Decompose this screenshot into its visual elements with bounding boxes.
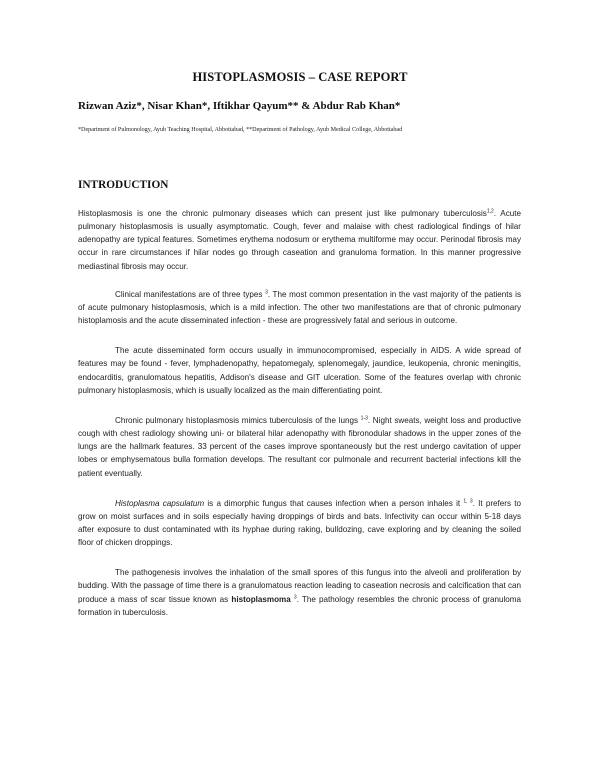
- citation-superscript: 1,2: [486, 208, 494, 215]
- citation-superscript: 3: [265, 289, 268, 296]
- paragraph-text: is a dimorphic fungus that causes infection when a person inhales it: [204, 498, 461, 508]
- paragraph-text: . Acute pulmonary histoplasmosis is usually asymptomatic. Cough, fever and malaise with chest radiological findings of hilar adenopathy are typical features. Sometimes erythema nodosum or erythema multiforme may occur. Perinodal fibrosis may occur in rare circumstances if hilar nodes go through caseation and granuloma formation. In this manner progressive mediastinal fibrosis may occur.: [78, 209, 521, 271]
- paragraph-text: Clinical manifestations are of three types: [115, 289, 263, 299]
- section-heading-introduction: INTRODUCTION: [78, 179, 169, 191]
- paragraph-text: . The pathology resembles the chronic process of granuloma formation in tuberculosis.: [78, 594, 522, 617]
- author-affiliations: *Department of Pulmonology, Ayub Teaching Hospital, Abbottabad, **Department of Pathology, Ayub Medical College, Abbottabad: [78, 127, 403, 133]
- paragraph-3: [78, 344, 521, 397]
- paragraph-5: [78, 497, 521, 550]
- article-body: [78, 207, 521, 636]
- paragraph-text: Chronic pulmonary histoplasmosis mimics tuberculosis of the lungs: [115, 415, 359, 425]
- paragraph-text: The acute disseminated form occurs usually in immunocompromised, especially in AIDS. A wide spread of features may be found - fever, lymphadenopathy, hepatomegaly, splenomegaly, jaundice, leukopenia, chronic meningitis, endocarditis, granulomatous hepatitis, Addison's disease and GIT ulceration. Some of the features overlap with chronic pulmonary histoplasmosis, which is usually localized as the main differentiating point.: [78, 346, 521, 395]
- paper-title: HISTOPLASMOSIS – CASE REPORT: [192, 70, 408, 84]
- key-term: histoplasmoma: [231, 594, 291, 604]
- species-name: Histoplasma capsulatum: [115, 498, 205, 508]
- paragraph-text: . Night sweats, weight loss and productive cough with chest radiology showing uni- or bilateral hilar adenopathy with fibronodular shadows in the upper zones of the lungs are the hallmark features. 33 percent of the cases improve spontaneously but the rest undergo cavitation of upper lobes or emphysematous bulla formation develops. The resultant cor pulmonale and recurrent bacterial infections kill the patient eventually.: [78, 415, 522, 478]
- paragraph-text: Histoplasmosis is one the chronic pulmonary diseases which can present just like pulmonary tuberculosis: [78, 209, 487, 218]
- paragraph-2: [78, 288, 521, 327]
- paragraph-text: . The most common presentation in the vast majority of the patients is of acute pulmonary histoplasmosis, which is a mild infection. The other two manifestations are that of chronic pulmonary histoplamosis and the acute disseminated infection - these are progressively fatal and serious in outcome.: [78, 289, 522, 326]
- author-list: Rizwan Aziz*, Nisar Khan*, Iftikhar Qayum** & Abdur Rab Khan*: [78, 100, 401, 112]
- paragraph-4: [78, 414, 521, 480]
- citation-superscript: 1, 3: [463, 497, 473, 504]
- paragraph-1: [78, 207, 521, 273]
- citation-superscript: 3: [293, 593, 297, 600]
- citation-superscript: 1-3: [360, 415, 368, 422]
- paragraph-6: [78, 566, 521, 619]
- paragraph-text: The pathogenesis involves the inhalation of the small spores of this fungus into the alveoli and proliferation by budding. With the passage of time there is a granulomatous reaction leading to caseation necrosis and calcification that can produce a mass of scar tissue known as: [78, 568, 521, 604]
- paragraph-text: . It prefers to grow on moist surfaces and in soils especially having droppings of birds and bats. Infectivity can occur within 5-18 days after exposure to dust contaminated with its hyphae during raking, bulldozing, cave exploring and by cleaning the soiled floor of chicken droppings.: [78, 498, 522, 548]
